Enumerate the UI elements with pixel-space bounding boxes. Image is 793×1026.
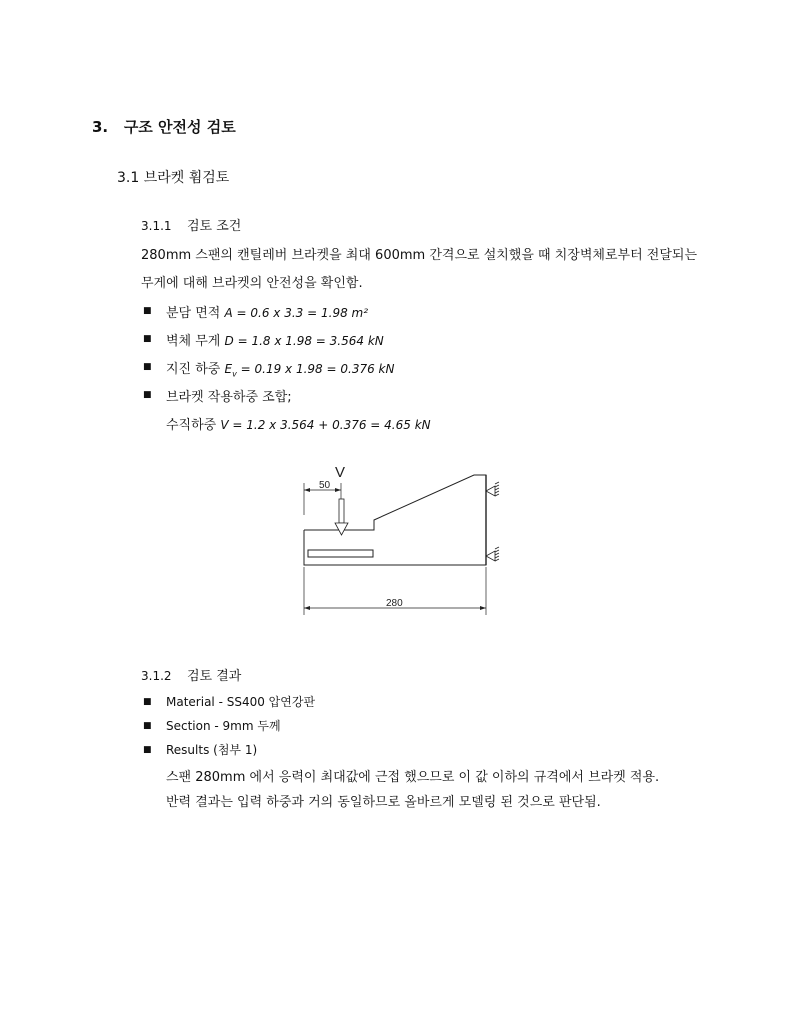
bullet-marker: ■: [143, 362, 152, 372]
area-label: 분담 면적: [166, 306, 221, 321]
section-number: 3.: [92, 118, 109, 136]
vertical-load-label: 수직하중: [166, 418, 217, 433]
bullet-wall-weight: [166, 330, 384, 349]
bullet-marker: ■: [143, 334, 152, 344]
conditions-intro-line1: 280mm 스팬의 캔틸레버 브라켓을 최대 600mm 간격으로 설치했을 때 치장벽체로부터 전달되는: [141, 248, 698, 263]
vertical-load-formula: V = 1.2 x 3.564 + 0.376 = 4.65 kN: [220, 418, 431, 432]
wall-weight-label: 벽체 무게: [166, 334, 221, 349]
result-section: Section - 9mm 두께: [166, 719, 281, 733]
seismic-formula: $E_v = 0.19$ x 1.98 = 0.376 kN: [224, 362, 395, 379]
seismic-label: 지진 하중: [166, 362, 221, 377]
bullet-seismic: [166, 358, 394, 378]
vertical-load: [166, 414, 431, 433]
conditions-heading: [141, 215, 241, 234]
conditions-title: 검토 조건: [187, 219, 242, 234]
subsection-heading: 3.1 브라켓 휨검토: [117, 170, 230, 186]
wall-weight-formula: D = 1.8 x 1.98 = 3.564 kN: [224, 334, 384, 348]
section-title: 구조 안전성 검토: [123, 118, 236, 136]
bullet-load-combo: 브라켓 작용하중 조합;: [166, 390, 292, 405]
result-material: Material - SS400 압연강판: [166, 695, 316, 709]
bullet-marker: ■: [143, 721, 152, 731]
bullet-marker: ■: [143, 306, 152, 316]
span-label: 280: [386, 598, 403, 609]
support-bottom: [486, 547, 499, 561]
bullet-marker: ■: [143, 390, 152, 400]
bracket-diagram: [290, 455, 520, 625]
bracket-outline: [304, 475, 486, 565]
bullet-marker: ■: [143, 745, 152, 755]
bullet-marker: ■: [143, 697, 152, 707]
bullet-area: [166, 302, 368, 321]
support-top: [486, 482, 499, 496]
results-number: 3.1.2: [141, 669, 172, 683]
result-line2: 반력 결과는 입력 하중과 거의 동일하므로 올바르게 모델링 된 것으로 판단됨.: [166, 795, 601, 810]
load-label: V: [335, 464, 346, 481]
bracket-slot: [308, 550, 373, 557]
conditions-number: 3.1.1: [141, 219, 172, 233]
results-title: 검토 결과: [187, 669, 242, 684]
conditions-intro-line2: 무게에 대해 브라켓의 안전성을 확인함.: [141, 276, 363, 291]
section-heading: [92, 116, 236, 137]
offset-label: 50: [319, 480, 331, 491]
result-results: Results (첨부 1): [166, 743, 258, 757]
area-formula: A = 0.6 x 3.3 = 1.98 m²: [224, 306, 369, 320]
result-line1: 스팬 280mm 에서 응력이 최대값에 근접 했으므로 이 값 이하의 규격에서 브라켓 적용.: [166, 770, 660, 785]
results-heading: [141, 665, 241, 684]
